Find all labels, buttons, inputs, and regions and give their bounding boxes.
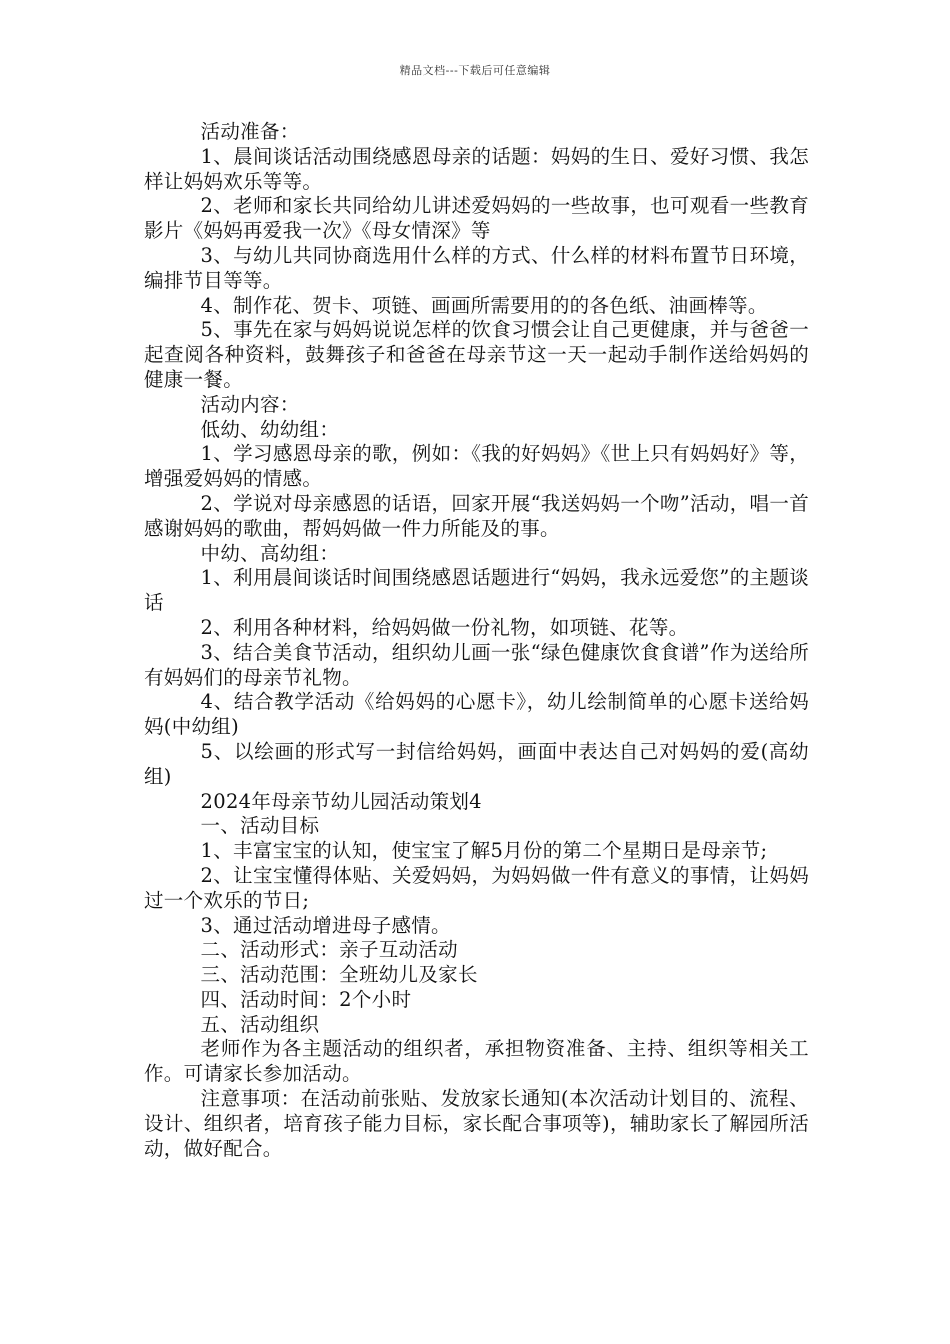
goal-item-1: 1、丰富宝宝的认知，使宝宝了解5月份的第二个星期日是母亲节;: [200, 839, 768, 863]
section-heading-preparation: 活动准备：: [200, 120, 300, 143]
junior-item-1: 1、学习感恩母亲的歌，例如：《我的好妈妈》《世上只有妈妈好》等，增强爱妈妈的情感。: [144, 442, 809, 491]
goal-item-3: 3、通过活动增进母子感情。: [200, 913, 451, 937]
group-heading-junior: 低幼、幼幼组：: [200, 417, 340, 441]
section-heading-goals: 一、活动目标: [200, 814, 320, 838]
notes-text: 注意事项：在活动前张贴、发放家长通知(本次活动计划目的、流程、设计、组织者，培育孩子能力目标，家长配合事项等)，辅助家长了解园所活动，做好配合。: [144, 1087, 809, 1160]
section-heading-organization: 五、活动组织: [200, 1012, 320, 1036]
senior-item-4: 4、结合教学活动《给妈妈的心愿卡》，幼儿绘制简单的心愿卡送给妈妈(中幼组): [144, 690, 809, 739]
senior-item-2: 2、利用各种材料，给妈妈做一份礼物，如项链、花等。: [200, 615, 689, 639]
document-body: [144, 120, 809, 1161]
junior-item-2: 2、学说对母亲感恩的话语，回家开展“我送妈妈一个吻”活动，唱一首感谢妈妈的歌曲，帮妈妈做一件力所能及的事。: [144, 491, 809, 540]
section-heading-content: 活动内容：: [200, 392, 300, 416]
preparation-item-1: 1、晨间谈话活动围绕感恩母亲的话题：妈妈的生日、爱好习惯、我怎样让妈妈欢乐等等。: [144, 144, 809, 193]
plan-title: 2024年母亲节幼儿园活动策划4: [200, 789, 482, 813]
section-activity-form: 二、活动形式：亲子互动活动: [200, 938, 458, 962]
senior-item-5: 5、以绘画的形式写一封信给妈妈，画面中表达自己对妈妈的爱(高幼组): [144, 739, 809, 788]
preparation-item-3: 3、与幼儿共同协商选用什么样的方式、什么样的材料布置节日环境，编排节目等等。: [144, 243, 809, 292]
section-activity-scope: 三、活动范围：全班幼儿及家长: [200, 963, 478, 987]
section-activity-time: 四、活动时间：2个小时: [200, 987, 412, 1011]
preparation-item-5: 5、事先在家与妈妈说说怎样的饮食习惯会让自己更健康，并与爸爸一起查阅各种资料，鼓舞孩子和爸爸在母亲节这一天一起动手制作送给妈妈的健康一餐。: [144, 318, 809, 391]
group-heading-senior: 中幼、高幼组：: [200, 541, 340, 565]
preparation-item-4: 4、制作花、贺卡、项链、画画所需要用的的各色纸、油画棒等。: [200, 293, 768, 317]
senior-item-1: 1、利用晨间谈话时间围绕感恩话题进行“妈妈，我永远爱您”的主题谈话: [144, 566, 809, 615]
page-header: 精品文档---下载后可任意编辑: [399, 64, 551, 77]
preparation-item-2: 2、老师和家长共同给幼儿讲述爱妈妈的一些故事，也可观看一些教育影片《妈妈再爱我一次》《母女情深》等: [144, 194, 809, 243]
goal-item-2: 2、让宝宝懂得体贴、关爱妈妈，为妈妈做一件有意义的事情，让妈妈过一个欢乐的节日;: [144, 863, 809, 912]
organization-text: 老师作为各主题活动的组织者，承担物资准备、主持、组织等相关工作。可请家长参加活动。: [144, 1037, 809, 1086]
senior-item-3: 3、结合美食节活动，组织幼儿画一张“绿色健康饮食食谱”作为送给所有妈妈们的母亲节礼物。: [144, 640, 809, 689]
